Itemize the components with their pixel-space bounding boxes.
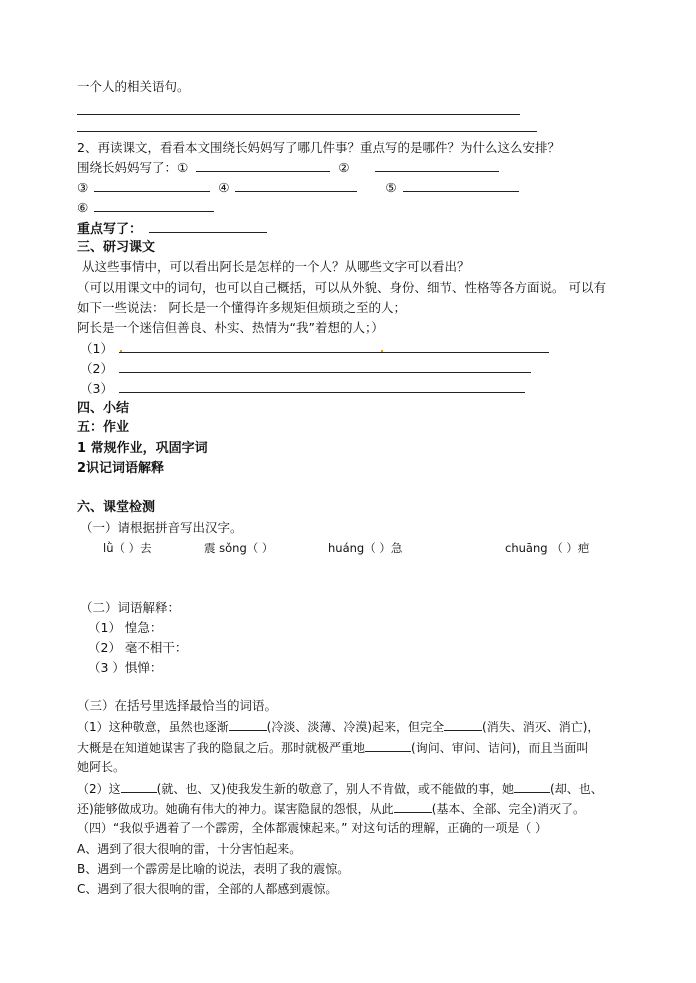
choice-blank — [444, 718, 482, 731]
homework-1: 1 常规作业，巩固字词 — [77, 441, 208, 456]
intro-tail: 一个人的相关语句。 — [77, 79, 190, 94]
choice-2-text-b: (就、也、又)使我发生新的敬意了，别人不肯做，或不能做的事，她 — [156, 782, 515, 796]
blank-2 — [375, 159, 499, 172]
hint-line-3: 阿长是一个迷信但善良、朴实、热情为“我”着想的人；） — [77, 320, 384, 335]
answer-line — [77, 131, 537, 132]
answer-row-1 — [80, 340, 549, 357]
blank-focus — [149, 220, 267, 233]
choice-blank — [365, 739, 411, 752]
answer-blank-2 — [119, 360, 531, 373]
choice-blank — [394, 800, 432, 813]
choice-1-line-1 — [77, 718, 599, 735]
events-label: 围绕长妈妈写了：① — [77, 160, 189, 175]
choice-2-text-e: (基本、全部、完全)消灭了。 — [431, 802, 586, 816]
blank-4 — [235, 179, 357, 192]
choice-2-line-1 — [77, 780, 603, 797]
choice-blank — [514, 780, 550, 793]
part-4-prompt: （四）“我似乎遇着了一个霹雳，全体都震悚起来。” 对这句话的理解，正确的一项是（ ） — [77, 821, 548, 835]
choice-1-text-b: (冷淡、淡薄、冷漠)起来，但完全 — [266, 720, 445, 734]
blank-5 — [403, 179, 519, 192]
definition-1: （1） 惶急： — [88, 620, 163, 635]
definition-3: （3 ）惧惮： — [88, 660, 163, 675]
part-3-prompt: （三）在括号里选择最恰当的词语。 — [77, 698, 278, 713]
answer-row-3 — [80, 380, 525, 397]
focus-label: 重点写了： — [77, 222, 143, 237]
mark-dot — [120, 350, 122, 352]
answer-label-2: （2） — [80, 361, 113, 376]
pinyin-1: lǜ（ ）去 — [103, 541, 152, 555]
focus-row — [77, 220, 267, 238]
blank-3 — [94, 179, 210, 192]
marker-6: ⑥ — [77, 200, 89, 215]
choice-2-text-c: (却、也、 — [550, 782, 603, 796]
choice-blank — [229, 718, 267, 731]
hint-line-2: 如下一些说法： 阿长是一个懂得许多规矩但烦琐之至的人； — [77, 300, 406, 315]
part-2-prompt: （二）词语解释： — [80, 600, 181, 615]
marker-3: ③ — [77, 180, 89, 195]
option-b: B、遇到一个霹雳是比喻的说法，表明了我的震惊。 — [77, 862, 350, 876]
answer-row-2 — [80, 360, 531, 377]
answer-label-3: （3） — [80, 381, 113, 396]
pinyin-4: chuāng （ ）疤 — [505, 541, 590, 555]
definition-2: （2） 毫不相干： — [88, 640, 188, 655]
choice-2-text-a: （2）这 — [77, 782, 121, 796]
section-4-heading: 四、小结 — [77, 401, 130, 416]
marker-2: ② — [338, 160, 350, 175]
choice-1-line-3: 她阿长。 — [77, 760, 126, 774]
part-1-prompt: （一）请根据拼音写出汉字。 — [80, 520, 243, 535]
blank-6 — [94, 199, 214, 212]
choice-1-line-2 — [77, 739, 588, 756]
option-c: C、遇到了很大很响的雷，全部的人都感到震惊。 — [77, 882, 338, 896]
choice-1-text-c: (消失、消灭、消亡)， — [482, 720, 600, 734]
section-6-heading: 六、课堂检测 — [77, 500, 156, 515]
answer-label-1: （1） — [80, 341, 113, 356]
homework-2: 2识记词语解释 — [77, 461, 165, 476]
marker-4: ④ — [218, 180, 230, 195]
pinyin-3: huáng（ ）急 — [328, 541, 403, 555]
answer-blank-3 — [119, 380, 525, 393]
mark-dot — [381, 350, 383, 352]
answer-blank-1 — [119, 340, 549, 353]
question-2: 2、再读课文，看看本文围绕长妈妈写了哪几件事？重点写的是哪件？为什么这么安排？ — [77, 140, 560, 155]
marker-5: ⑤ — [385, 180, 397, 195]
choice-blank — [121, 780, 157, 793]
choice-1-text-e: (询问、审问、诘问)，而且当面叫 — [411, 741, 589, 755]
hint-line-1: （可以用课文中的词句，也可以自己概括，可以从外貌、身份、细节、性格等各方面说。 可以有 — [77, 280, 606, 295]
section-5-heading: 五：作业 — [77, 420, 130, 435]
events-row-3 — [77, 199, 214, 216]
option-a: A、遇到了很大很响的雷，十分害怕起来。 — [77, 842, 302, 856]
choice-2-text-d: 还)能够做成功。她确有伟大的神力。谋害隐鼠的怨恨，从此 — [77, 802, 394, 816]
blank-1 — [196, 159, 330, 172]
pinyin-2: 震 sǒng（ ） — [204, 541, 274, 555]
answer-line — [77, 114, 520, 115]
choice-1-text-a: （1）这种敬意，虽然也逐渐 — [77, 720, 229, 734]
events-row-2 — [77, 179, 519, 196]
section-3-question: 从这些事情中，可以看出阿长是怎样的一个人？从哪些文字可以看出？ — [82, 259, 470, 274]
section-3-heading: 三、研习课文 — [77, 240, 156, 255]
choice-1-text-d: 大概是在知道她谋害了我的隐鼠之后。那时就极严重地 — [77, 741, 366, 755]
choice-2-line-2 — [77, 800, 585, 817]
events-row-1 — [77, 159, 499, 176]
